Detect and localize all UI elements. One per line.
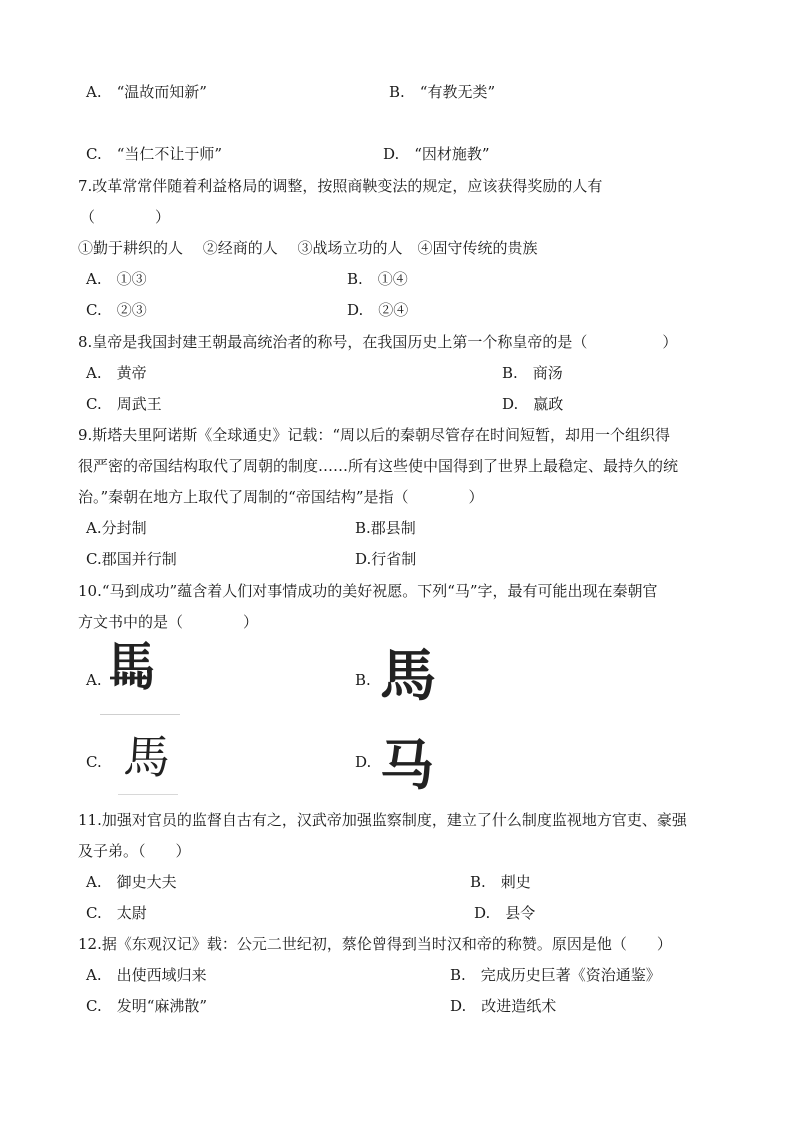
q11-option-b: B. 刺史 [470, 873, 531, 891]
q6-option-d: D. “因材施教” [383, 145, 490, 163]
q7-option-c: C. ②③ [86, 301, 147, 319]
q10-stem-line2: 方文书中的是（ ） [78, 613, 259, 631]
q9-stem-line3: 治。”秦朝在地方上取代了周制的“帝国结构”是指（ ） [78, 488, 484, 506]
q12-option-d: D. 改进造纸术 [450, 997, 557, 1015]
q10-option-d: D. [355, 753, 372, 771]
q12-option-a: A. 出使西域归来 [86, 966, 207, 984]
q6-option-b: B. “有教无类” [389, 83, 496, 101]
q7-option-a: A. ①③ [86, 270, 147, 288]
q8-option-a: A. 黄帝 [86, 364, 147, 382]
q11-option-a: A. 御史大夫 [86, 873, 177, 891]
q7-answer-paren: （ ） [80, 208, 171, 226]
q9-stem-line2: 很严密的帝国结构取代了周朝的制度……所有这些使中国得到了世界上最稳定、最持久的统 [78, 457, 679, 475]
cursive-script-ma-glyph: 馬 [122, 730, 172, 784]
q12-option-c: C. 发明“麻沸散” [86, 997, 208, 1015]
q8-option-c: C. 周武王 [86, 395, 162, 413]
q9-option-d: D.行省制 [355, 550, 417, 568]
q11-option-c: C. 太尉 [86, 904, 147, 922]
q10-stem-line1: 10.“马到成功”蕴含着人们对事情成功的美好祝愿。下列“马”字，最有可能出现在秦朝官 [78, 582, 658, 600]
q7-stem: 7.改革常常伴随着利益格局的调整，按照商鞅变法的规定，应该获得奖励的人有 [78, 177, 603, 195]
seal-script-ma-glyph: 𩡧 [107, 637, 157, 698]
simplified-ma-glyph: 马 [380, 733, 434, 797]
q8-stem: 8.皇帝是我国封建王朝最高统治者的称号，在我国历史上第一个称皇帝的是（ ） [78, 333, 678, 351]
q10-option-c: C. [86, 753, 102, 771]
q7-option-b: B. ①④ [347, 270, 408, 288]
q10-option-a: A. [86, 671, 102, 689]
q9-stem-line1: 9.斯塔夫里阿诺斯《全球通史》记载：“周以后的秦朝尽管存在时间短暂，却用一个组织得 [78, 426, 670, 444]
q12-stem: 12.据《东观汉记》载：公元二世纪初，蔡伦曾得到当时汉和帝的称赞。原因是他（ ） [78, 935, 672, 953]
q9-option-c: C.郡国并行制 [86, 550, 177, 568]
q9-option-b: B.郡县制 [355, 519, 416, 537]
q11-stem-line2: 及子弟。（ ） [78, 842, 191, 860]
glyph-a-divider [100, 714, 180, 715]
q8-option-d: D. 嬴政 [502, 395, 564, 413]
q11-option-d: D. 县令 [474, 904, 536, 922]
q10-option-b: B. [355, 671, 371, 689]
q7-items: ①勤于耕织的人 ②经商的人 ③战场立功的人 ④固守传统的贵族 [78, 239, 538, 257]
q6-option-c: C. “当仁不让于师” [86, 145, 223, 163]
q6-option-a: A. “温故而知新” [86, 83, 207, 101]
q12-option-b: B. 完成历史巨著《资治通鉴》 [450, 966, 661, 984]
glyph-c-divider [118, 794, 178, 795]
clerical-script-ma-glyph: 馬 [380, 643, 436, 709]
q8-option-b: B. 商汤 [502, 364, 563, 382]
q11-stem-line1: 11.加强对官员的监督自古有之，汉武帝加强监察制度，建立了什么制度监视地方官吏、豪强 [78, 811, 687, 829]
q9-option-a: A.分封制 [86, 519, 147, 537]
q7-option-d: D. ②④ [347, 301, 409, 319]
